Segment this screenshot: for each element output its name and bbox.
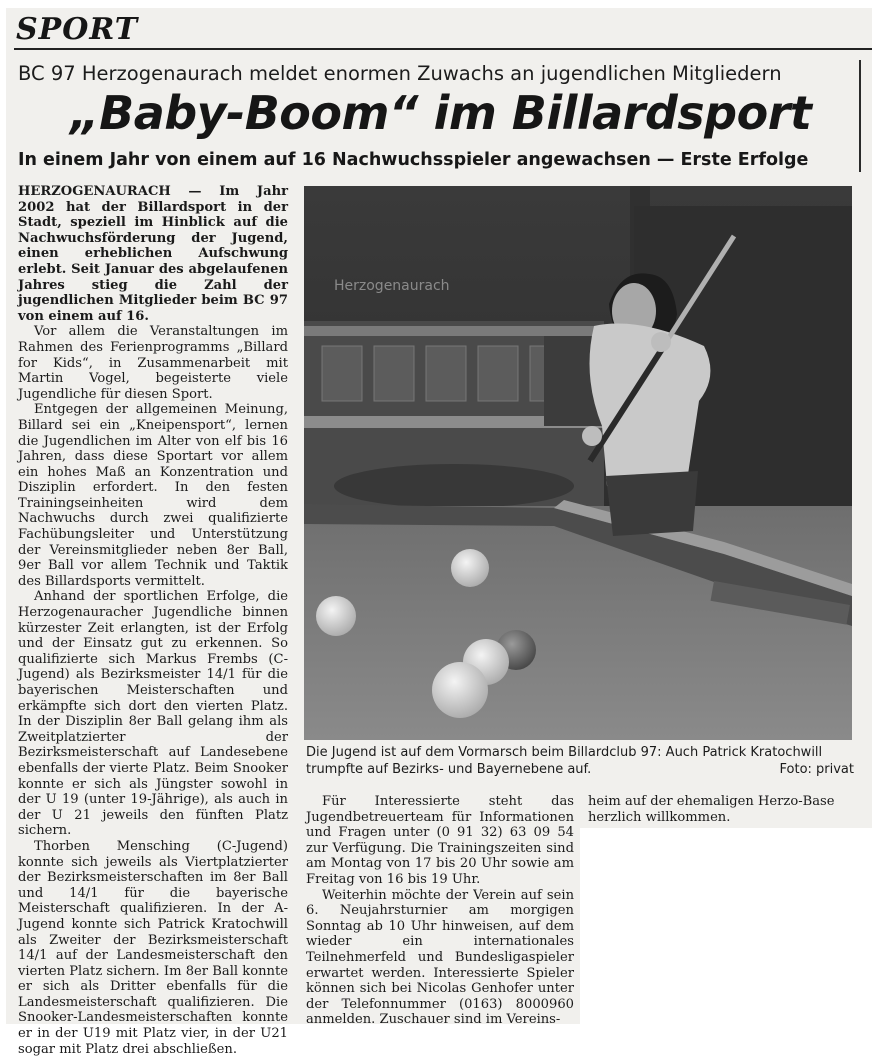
- paragraph: Thorben Mensching (C-Jugend) konnte sich jeweils als Viertplatzierter der Bezirksmeisterschaften im 8er Ball und 14/1 für die bayerische Meisterschaft qualifizieren. In der A-Jugend konnte sich Patrick Kratochwill als Zweiter der Bezirksmeisterschaft 14/1 auf der Landesmeisterschaft den vierten Platz sichern. Im 8er Ball konnte er sich als Dritter ebenfalls für die Landesmeisterschaft qualifizieren. Die Snooker-Landesmeisterschaften konnte er in der U19 mit Platz vier, in der U21 sogar mit Platz drei abschließen.: [18, 838, 288, 1057]
- paragraph: Vor allem die Veranstaltungen im Rahmen des Ferienprogramms „Billard for Kids“, in Zusammenarbeit mit Martin Vogel, begeisterte viele Jugendliche für diesen Sport.: [18, 324, 288, 402]
- headline: „Baby-Boom“ im Billardsport: [70, 86, 812, 140]
- subheadline: In einem Jahr von einem auf 16 Nachwuchsspieler angewachsen — Erste Erfolge: [18, 150, 809, 170]
- photo-caption: [306, 744, 854, 778]
- wall-lettering: Herzogenaurach: [334, 278, 450, 294]
- column-divider: [859, 60, 861, 172]
- photo-credit: Foto: privat: [779, 762, 854, 777]
- article-column-3: [588, 794, 858, 825]
- lead-paragraph: HERZOGENAURACH — Im Jahr 2002 hat der Billardsport in der Stadt, speziell im Hinblick auf die Nachwuchsförderung der Jugend, einen erheblichen Aufschwung erlebt. Seit Januar des abgelaufenen Jahres stieg die Zahl der jugendlichen Mitglieder beim BC 97 von einem auf 16.: [18, 184, 288, 324]
- paragraph: Weiterhin möchte der Verein auf sein 6. Neujahrsturnier am morgigen Sonntag ab 10 Uhr hinweisen, auf dem wieder ein internationales Teilnehmerfeld und Bundesligaspieler erwartet werden. Interessierte Spieler können sich bei Nicolas Genhofer unter der Telefonnummer (0163) 8000960 anmelden. Zuschauer sind im Vereins-: [306, 887, 574, 1028]
- section-title: SPORT: [16, 12, 139, 47]
- kicker: BC 97 Herzogenaurach meldet enormen Zuwachs an jugendlichen Mitgliedern: [18, 62, 782, 85]
- caption-text: Die Jugend ist auf dem Vormarsch beim Billardclub 97: Auch Patrick Kratochwill trumpfte auf Bezirks- und Bayernebene auf.: [306, 745, 823, 777]
- paragraph: heim auf der ehemaligen Herzo-Base herzlich willkommen.: [588, 794, 835, 825]
- section-rule: [14, 48, 872, 50]
- article-column-2: [306, 794, 574, 1028]
- article-column-1: [18, 184, 288, 1057]
- paragraph: Entgegen der allgemeinen Meinung, Billard sei ein „Kneipensport“, lernen die Jugendlichen im Alter von elf bis 16 Jahren, dass diese Sportart vor allem ein hohes Maß an Konzentration und Disziplin erfordert. In den festen Trainingseinheiten wird dem Nachwuchs durch zwei qualifizierte Fachübungsleiter und Unterstützung der Vereinsmitglieder neben 8er Ball, 9er Ball vor allem Technik und Taktik des Billardsports vermittelt.: [18, 402, 288, 589]
- paragraph: Anhand der sportlichen Erfolge, die Herzogenauracher Jugendliche binnen kürzester Zeit erlangten, ist der Erfolg und der Einsatz gut zu erkennen. So qualifizierte sich Markus Frembs (C-Jugend) als Bezirksmeister 14/1 für die bayerischen Meisterschaften und erkämpfte sich dort den vierten Platz. In der Disziplin 8er Ball gelang ihm als Zweitplatzierter der Bezirksmeisterschaft auf Landesebene ebenfalls der vierte Platz. Beim Snooker konnte er sich als Jüngster sowohl in der U 19 (unter 19-Jährige), als auch in der U 21 jeweils den fünften Platz sichern.: [18, 589, 288, 839]
- billiard-photo: [304, 186, 852, 740]
- paragraph: Für Interessierte steht das Jugendbetreuerteam für Informationen und Fragen unter (0 91 32) 63 09 54 zur Verfügung. Die Trainingszeiten sind am Montag von 17 bis 20 Uhr sowie am Freitag von 16 bis 19 Uhr.: [306, 794, 574, 887]
- billiard-ball: [451, 549, 489, 587]
- billiard-ball: [432, 662, 488, 718]
- billiard-ball: [316, 596, 356, 636]
